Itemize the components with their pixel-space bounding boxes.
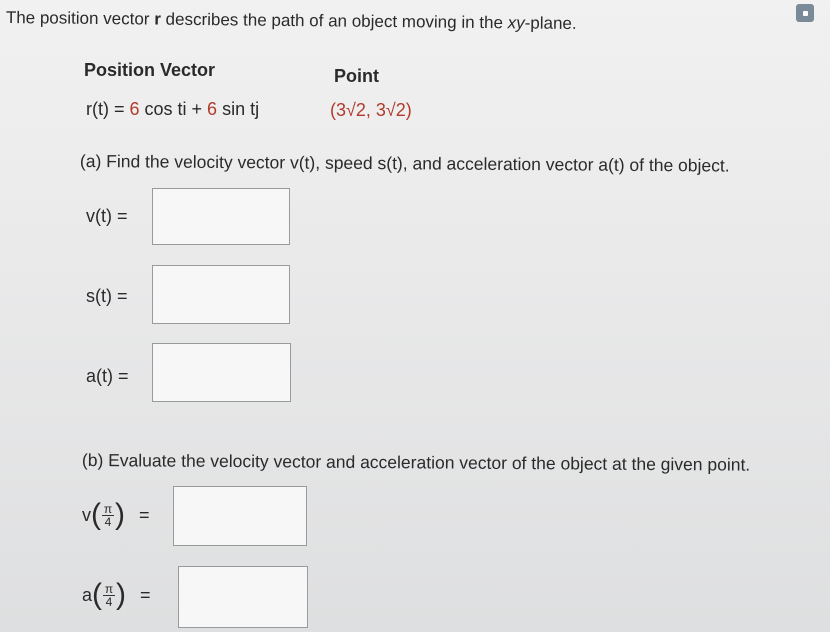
acceleration-label: a(t) = [86,366,129,386]
velocity-at-point-input[interactable] [173,486,307,546]
part-a-prompt: (a) Find the velocity vector v(t), speed s(t), and acceleration vector a(t) of the object. [79,151,730,176]
intro-r: r [154,9,161,29]
eval-a-equals: = [140,584,151,605]
frac-numerator: π [103,501,113,516]
coef-a: 6 [129,99,140,119]
given-point: (3√2, 3√2) [330,100,412,120]
speed-input[interactable] [152,265,290,324]
frac-denominator: 4 [105,594,113,609]
coef-b: 6 [207,99,218,119]
intro-plane: xy [507,13,525,33]
position-equation [86,99,259,120]
window-icon[interactable] [796,4,814,22]
position-lhs: r(t) = [86,99,130,119]
eval-a-letter: a [82,584,93,605]
sin-term: sin tj [217,99,260,119]
position-vector-header: Position Vector [84,60,216,80]
left-paren: ( [92,578,103,611]
velocity-label: v(t) = [86,206,128,226]
eval-v-equals: = [139,504,150,525]
left-paren: ( [91,498,101,531]
right-paren: ) [116,578,127,611]
point-header: Point [334,66,379,86]
pi-over-four [102,503,114,528]
acceleration-input[interactable] [152,343,291,402]
part-b-prompt: (b) Evaluate the velocity vector and acceleration vector of the object at the given point. [81,450,751,475]
intro-text-post: -plane. [524,13,577,33]
cos-term: cos ti + [139,99,208,119]
right-paren: ) [115,498,125,531]
intro-text: The position vector [5,8,155,29]
velocity-input[interactable] [152,188,290,245]
frac-denominator: 4 [104,514,112,529]
speed-label: s(t) = [86,286,128,306]
intro-text-mid: describes the path of an object moving in the [160,9,508,33]
frac-numerator: π [104,581,114,596]
acceleration-at-point [82,578,151,612]
eval-v-letter: v [82,504,91,525]
problem-intro [6,8,577,34]
acceleration-at-point-input[interactable] [178,566,308,628]
velocity-at-point [82,498,150,532]
pi-over-four [103,583,115,608]
